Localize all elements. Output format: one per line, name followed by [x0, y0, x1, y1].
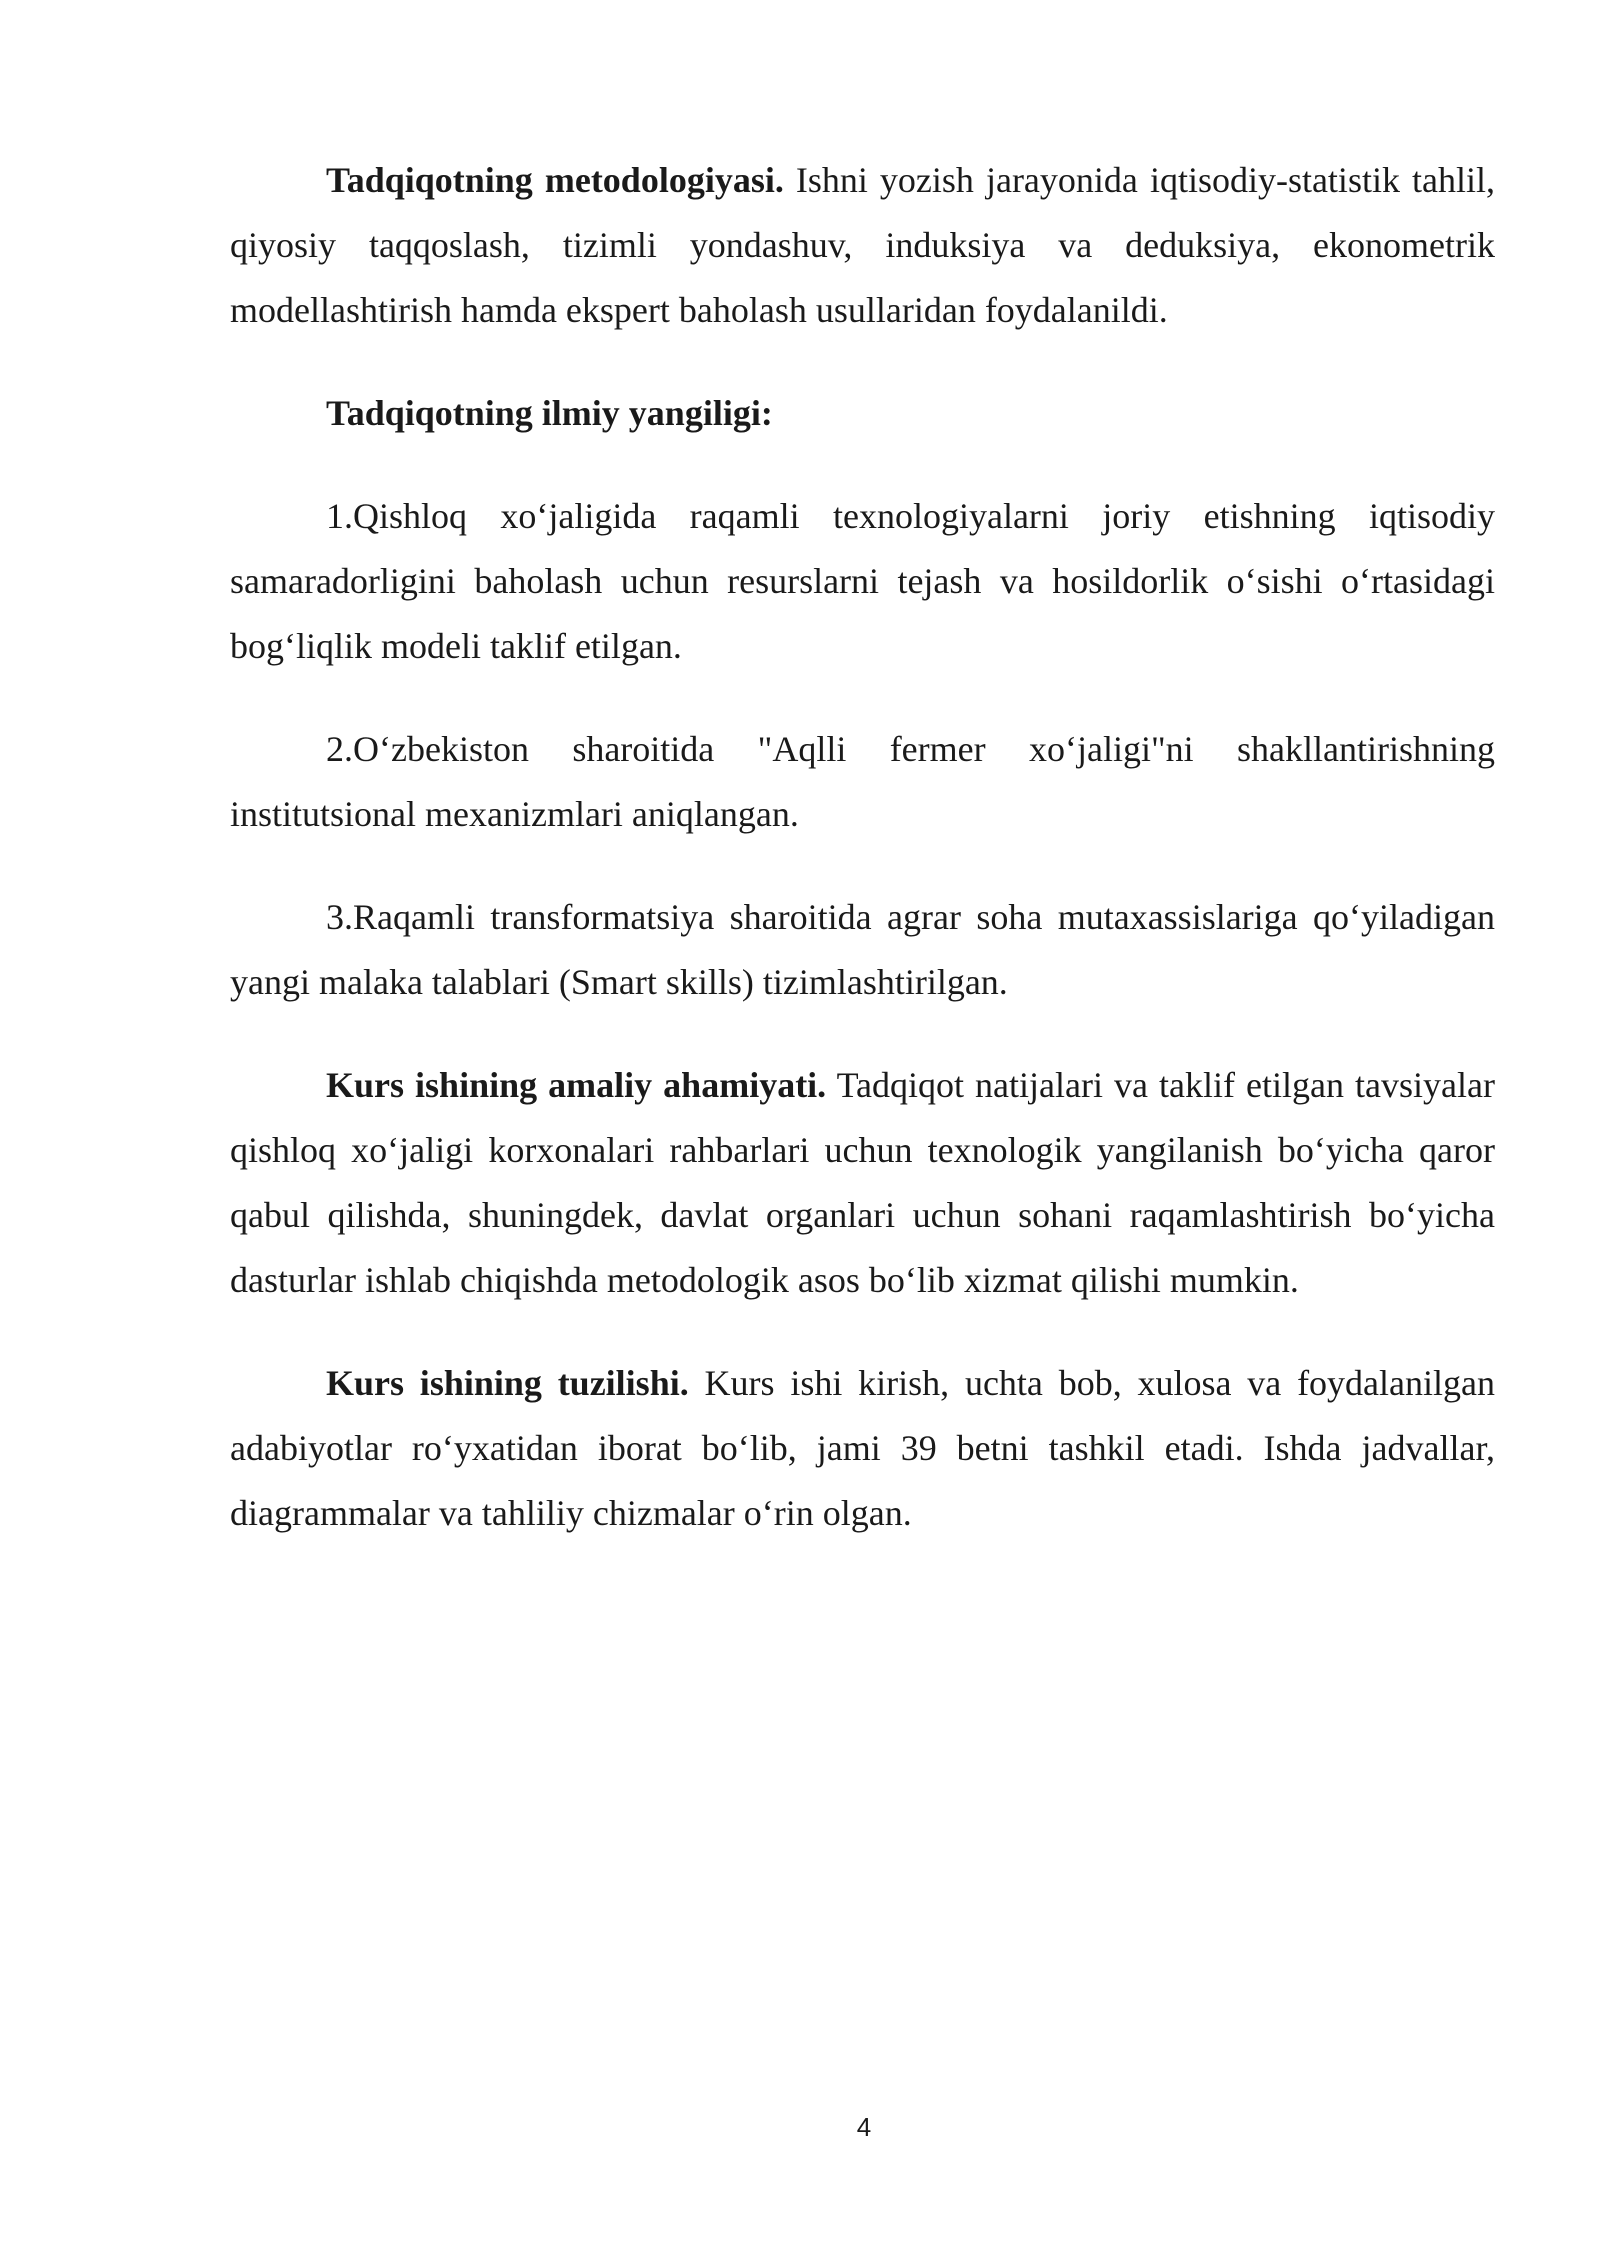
document-body — [230, 148, 1495, 1584]
paragraph-lead: Tadqiqotning metodologiyasi. — [326, 160, 784, 200]
paragraph-structure — [230, 1351, 1495, 1546]
paragraph-text: Kurs ishi kirish, uchta bob, xulosa va foydalanilgan adabiyotlar ro‘yxatidan iborat bo‘lib, jami 39 betni tashkil etadi. Ishda jadvallar, diagrammalar va tahliliy chizmalar o‘rin olgan. — [230, 1363, 1496, 1533]
paragraph-text: Tadqiqot natijalari va taklif etilgan tavsiyalar qishloq xo‘jaligi korxonalari rahbarlari uchun texnologik yangilanish bo‘yicha qaror qabul qilishda, shuningdek, davlat organlari uchun sohani raqamlashtirish bo‘yicha dasturlar ishlab chiqishda metodologik asos bo‘lib xizmat qilishi mumkin. — [230, 1065, 1495, 1300]
page-number: 4 — [856, 2112, 872, 2142]
section-heading-novelty: Tadqiqotning ilmiy yangiligi: — [326, 393, 773, 433]
list-item-novelty-3: 3.Raqamli transformatsiya sharoitida agrar soha mutaxassislariga qo‘yiladigan yangi malaka talablari (Smart skills) tizimlashtirilgan. — [230, 897, 1495, 1002]
paragraph-practical-significance — [230, 1053, 1495, 1313]
paragraph-methodology — [230, 148, 1495, 343]
list-item-novelty-2: 2.O‘zbekiston sharoitida "Aqlli fermer xo‘jaligi"ni shakllantirishning institutsional mexanizmlari aniqlangan. — [230, 729, 1495, 834]
paragraph-lead: Kurs ishining tuzilishi. — [326, 1363, 689, 1403]
paragraph-text: Ishni yozish jarayonida iqtisodiy-statistik tahlil, qiyosiy taqqoslash, tizimli yondashuv, induksiya va deduksiya, ekonometrik modellashtirish hamda ekspert baholash usullaridan foydalanildi. — [230, 160, 1495, 330]
list-item-novelty-1: 1.Qishloq xo‘jaligida raqamli texnologiyalarni joriy etishning iqtisodiy samaradorligini baholash uchun resurslarni tejash va hosildorlik o‘sishi o‘rtasidagi bog‘liqlik modeli taklif etilgan. — [230, 496, 1495, 666]
paragraph-lead: Kurs ishining amaliy ahamiyati. — [326, 1065, 827, 1105]
